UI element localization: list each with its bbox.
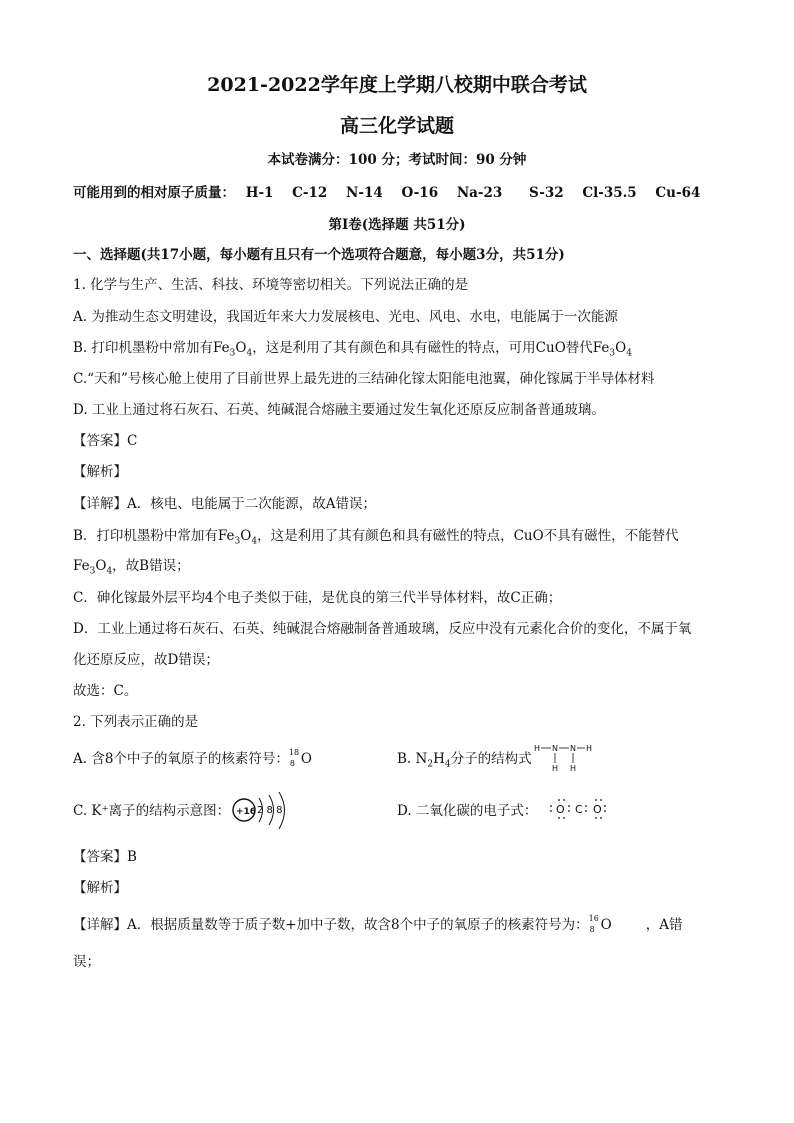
q1-detail-d-cont: 化还原反应，故D错误； — [73, 652, 219, 668]
svg-text:C: C — [575, 803, 583, 816]
q2-analysis-tag: 【解析】 — [73, 880, 127, 896]
q2-detail-a-cont: 误； — [73, 954, 100, 970]
svg-text:H: H — [570, 764, 577, 773]
q1-detail-d: D．工业上通过将石灰石、石英、纯碱混合熔融制备普通玻璃，反应中没有元素化合价的变化，不属于氧 — [73, 621, 692, 637]
q1-detail-a — [73, 495, 376, 513]
co2-electron-formula — [548, 796, 608, 822]
fe3o4-formula: $Fe_3O_4$ — [217, 528, 258, 547]
detail-b-end: ，故B错误； — [112, 558, 190, 574]
q2-option-c: C. K⁺离子的结构示意图： — [73, 803, 231, 819]
section-heading: 第Ⅰ卷(选择题 共51分) — [328, 217, 466, 233]
fe3o4-formula: $Fe_3O_4$ — [592, 340, 632, 359]
q2-option-d: D. 二氧化碳的电子式： — [397, 803, 538, 819]
q1-detail-b — [73, 527, 679, 551]
answer-value: B — [127, 849, 137, 865]
mass-s: S-32 — [529, 185, 564, 201]
mass-na: Na-23 — [456, 185, 503, 201]
mass-c: C-12 — [292, 185, 328, 201]
mass-label: 可能用到的相对原子质量： — [73, 185, 235, 201]
q2-option-a: A. 含8个中子的氧原子的核素符号： 18 8 O — [73, 747, 312, 768]
q2-detail-a: 【详解】A．根据质量数等于质子数+加中子数，故含8个中子的氧原子的核素符号为： 16 8 O ，A错 — [73, 913, 683, 934]
q1-analysis-tag: 【解析】 — [73, 464, 127, 480]
q1-option-b — [73, 339, 632, 363]
detail-tag: 【详解】 — [73, 917, 127, 933]
isotope-symbol: 16 8 — [588, 913, 599, 934]
k-ion-structure-diagram — [226, 788, 296, 836]
q1-option-c: C.“天和”号核心舱上使用了目前世界上最先进的三结砷化镓太阳能电池翼，砷化镓属于半导体材料 — [73, 371, 655, 387]
q1-option-a: A. 为推动生态文明建设，我国近年来大力发展核电、光电、风电、水电，电能属于一次能源 — [73, 309, 618, 325]
mass-cl: Cl-35.5 — [582, 185, 637, 201]
q2-stem: 2. 下列表示正确的是 — [73, 714, 199, 730]
shell-electrons: 2 8 8 — [257, 805, 283, 816]
mass-o: O-16 — [401, 185, 439, 201]
q1-stem: 1. 化学与生产、生活、科技、环境等密切相关。下列说法正确的是 — [73, 277, 469, 293]
fe3o4-formula: $Fe_3O_4$ — [73, 558, 113, 577]
mass-h: H-1 — [245, 185, 274, 201]
q2-option-a-text: A. 含8个中子的氧原子的核素符号： — [73, 751, 289, 767]
q1-option-b-mid: ，这是利用了其有颜色和具有磁性的特点，可用CuO替代 — [252, 340, 593, 356]
detail-tag: 【详解】 — [73, 496, 127, 512]
detail-a-end: ，A错 — [645, 917, 683, 933]
subject-title: 高三化学试题 — [339, 115, 454, 137]
svg-text:N: N — [552, 744, 558, 753]
svg-text:N: N — [570, 744, 576, 753]
detail-a-text: A．核电、电能属于二次能源，故A错误； — [127, 496, 376, 512]
svg-text:H: H — [586, 744, 592, 753]
q2-answer — [73, 848, 137, 866]
svg-text:H: H — [534, 744, 541, 753]
q1-conclusion: 故选：C。 — [73, 683, 138, 699]
answer-value: C — [127, 433, 138, 449]
q1-option-d: D. 工业上通过将石灰石、石英、纯碱混合熔融主要通过发生氧化还原反应制备普通玻璃。 — [73, 402, 605, 418]
svg-text:O: O — [556, 803, 565, 816]
detail-b-mid: ，这是利用了其有颜色和具有磁性的特点，CuO不具有磁性，不能替代 — [257, 528, 679, 544]
mass-cu: Cu-64 — [655, 185, 701, 201]
q1-answer — [73, 432, 137, 450]
q2-option-b: B. $N_2H_4$分子的结构式 — [397, 751, 532, 770]
answer-tag: 【答案】 — [73, 433, 127, 449]
detail-a-text: A．根据质量数等于质子数+加中子数，故含8个中子的氧原子的核素符号为： — [127, 917, 589, 933]
detail-b-pre: B．打印机墨粉中常加有 — [73, 528, 218, 544]
n2h4-structure-diagram — [532, 740, 592, 774]
answer-tag: 【答案】 — [73, 849, 127, 865]
svg-text:H: H — [552, 764, 559, 773]
exam-info: 本试卷满分：100 分；考试时间：90 分钟 — [267, 152, 527, 168]
part-heading: 一、选择题(共17小题，每小题有且只有一个选项符合题意，每小题3分，共51分) — [73, 247, 565, 263]
nucleus-charge: +16 — [236, 807, 257, 817]
q1-option-b-pre: B. 打印机墨粉中常加有 — [73, 340, 214, 356]
q1-detail-b-cont — [73, 557, 190, 581]
atomic-mass-line — [73, 184, 714, 202]
exam-title: 2021-2022学年度上学期八校期中联合考试 — [207, 74, 587, 96]
q1-detail-c: C．砷化镓最外层平均4个电子类似于硅，是优良的第三代半导体材料，故C正确； — [73, 590, 562, 606]
mass-n: N-14 — [346, 185, 383, 201]
isotope-symbol: 18 8 — [288, 747, 300, 768]
fe3o4-formula: $Fe_3O_4$ — [213, 340, 253, 359]
svg-text:O: O — [593, 803, 602, 816]
